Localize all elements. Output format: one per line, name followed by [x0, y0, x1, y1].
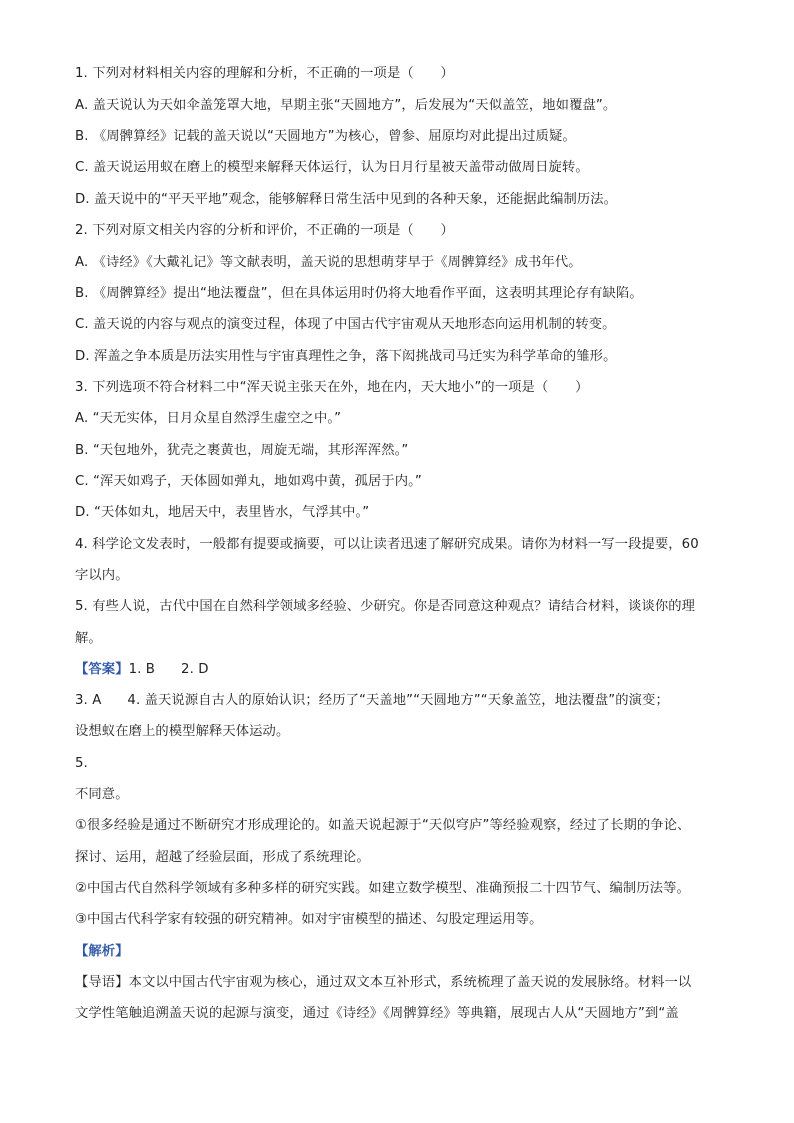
q3-option-c: C. “浑天如鸡子，天体圆如弹丸，地如鸡中黄，孤居于内。”	[75, 474, 422, 489]
q2-stem: 2. 下列对原文相关内容的分析和评价，不正确的一项是（ ）	[75, 223, 454, 238]
answer-2: 2. D	[181, 662, 209, 677]
q3-option-a: A. “天无实体，日月众星自然浮生虚空之中。”	[75, 411, 342, 426]
q1-option-b: B. 《周髀算经》记载的盖天说以“天圆地方”为核心，曾参、屈原均对此提出过质疑。	[75, 129, 576, 144]
answer-row-2	[75, 691, 735, 711]
analysis-heading	[75, 942, 735, 962]
answer-5-line-1: 不同意。	[75, 787, 129, 802]
q4-line-2: 字以内。	[75, 568, 129, 583]
q2-option-b: B. 《周髀算经》提出“地法覆盘”，但在具体运用时仍将大地看作平面，这表明其理论存有缺陷。	[75, 286, 643, 301]
answer-3: 3. A	[75, 693, 102, 708]
q5-line-2: 解。	[75, 631, 102, 646]
answer-4: 4. 盖天说源自古人的原始认识；经历了“天盖地”“天圆地方”“天象盖笠，地法覆盘”的演变；	[127, 693, 669, 708]
q2-option-a: A. 《诗经》《大戴礼记》等文献表明，盖天说的思想萌芽早于《周髀算经》成书年代。	[75, 255, 582, 270]
analysis-label: 【解析】	[75, 944, 129, 959]
answer-5-number: 5.	[75, 756, 88, 771]
q1-option-d: D. 盖天说中的“平天平地”观念，能够解释日常生活中见到的各种天象，还能据此编制历法。	[75, 192, 618, 207]
answer-5-line-5: ③中国古代科学家有较强的研究精神。如对宇宙模型的描述、勾股定理运用等。	[75, 912, 543, 927]
q4-line-1: 4. 科学论文发表时，一般都有提要或摘要，可以让读者迅速了解研究成果。请你为材料一写一段提要，60	[75, 537, 699, 552]
analysis-intro-line-2: 文学性笔触追溯盖天说的起源与演变，通过《诗经》《周髀算经》等典籍，展现古人从“天圆地方”到“盖	[75, 1006, 679, 1021]
analysis-intro-line-1	[75, 973, 735, 993]
answer-label: 【答案】	[75, 662, 129, 677]
intro-text-1: 本文以中国古代宇宙观为核心，通过双文本互补形式，系统梳理了盖天说的发展脉络。材料一以	[128, 975, 692, 990]
q3-stem: 3. 下列选项不符合材料二中“浑天说主张天在外，地在内，天大地小”的一项是（ ）	[75, 380, 589, 395]
answer-5-line-4: ②中国古代自然科学领域有多种多样的研究实践。如建立数学模型、准确预报二十四节气、编制历法等。	[75, 881, 690, 896]
q2-option-c: C. 盖天说的内容与观点的演变过程，体现了中国古代宇宙观从天地形态向运用机制的转变。	[75, 317, 616, 332]
answer-5-line-3: 探讨、运用，超越了经验层面，形成了系统理论。	[75, 850, 370, 865]
q2-option-d: D. 浑盖之争本质是历法实用性与宇宙真理性之争，落下闳挑战司马迁实为科学革命的雏形。	[75, 349, 617, 364]
answer-5-line-2: ①很多经验是通过不断研究才形成理论的。如盖天说起源于“天似穹庐”等经验观察，经过了长期的争论、	[75, 818, 691, 833]
q3-option-b: B. “天包地外，犹壳之裹黄也，周旋无端，其形浑浑然。”	[75, 443, 409, 458]
q1-option-a: A. 盖天说认为天如伞盖笼罩大地，早期主张“天圆地方”，后发展为“天似盖笠，地如覆盘”。	[75, 98, 617, 113]
intro-label: 【导语】	[75, 975, 129, 990]
answer-row-1	[75, 660, 735, 680]
q1-stem: 1. 下列对材料相关内容的理解和分析，不正确的一项是（ ）	[75, 66, 454, 81]
answer-1: 1. B	[128, 662, 156, 677]
q5-line-1: 5. 有些人说，古代中国在自然科学领域多经验、少研究。你是否同意这种观点？请结合材料，谈谈你的理	[75, 599, 696, 614]
answer-4-continued: 设想蚁在磨上的模型解释天体运动。	[75, 724, 290, 739]
q1-option-c: C. 盖天说运用蚁在磨上的模型来解释天体运行，认为日月行星被天盖带动做周日旋转。	[75, 160, 589, 175]
q3-option-d: D. “天体如丸，地居天中，表里皆水，气浮其中。”	[75, 505, 370, 520]
